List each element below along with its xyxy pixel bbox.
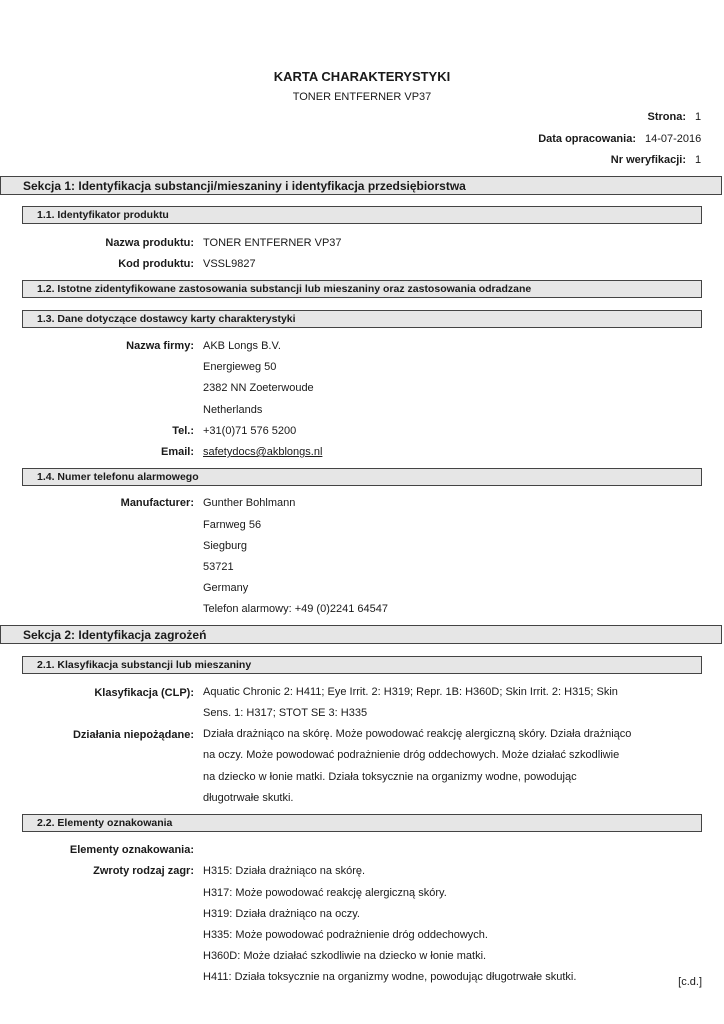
company-name-label: Nazwa firmy: bbox=[126, 340, 194, 352]
subsection-2-1-header: 2.1. Klasyfikacja substancji lub mieszaniny bbox=[22, 656, 702, 674]
continued-marker: [c.d.] bbox=[678, 976, 702, 988]
subsection-2-2-header: 2.2. Elementy oznakowania bbox=[22, 814, 702, 832]
document-title: KARTA CHARAKTERYSTYKI bbox=[273, 69, 451, 84]
page-value: 1 bbox=[695, 111, 702, 123]
email-label: Email: bbox=[160, 446, 194, 458]
label-elements-label: Elementy oznakowania: bbox=[69, 844, 194, 856]
adverse-effects-value: Działa drażniąco na skórę. Może powodować reakcję alergiczną skóry. Działa drażniąco na oczy. Może powodować podrażnienie dróg oddechowych. Może działać szkodliwie na dziecko w łonie matki. Działa toksycznie na organizmy wodne, powodując długotrwałe skutki. bbox=[203, 728, 632, 805]
subsection-1-3-header: 1.3. Dane dotyczące dostawcy karty charakterystyki bbox=[22, 310, 702, 328]
manufacturer-line: Gunther Bohlmann bbox=[203, 497, 296, 509]
hazard-phrase: H360D: Może działać szkodliwie na dziecko w łonie matki. bbox=[203, 950, 487, 962]
product-name-value: TONER ENTFERNER VP37 bbox=[203, 237, 342, 249]
subsection-1-4-header: 1.4. Numer telefonu alarmowego bbox=[22, 468, 702, 486]
manufacturer-line: Germany bbox=[203, 582, 249, 594]
manufacturer-label: Manufacturer: bbox=[120, 497, 194, 509]
classification-label: Klasyfikacja (CLP): bbox=[94, 687, 194, 699]
manufacturer-line: 53721 bbox=[203, 561, 234, 573]
section-1-header: Sekcja 1: Identyfikacja substancji/mieszaniny i identyfikacja przedsiębiorstwa bbox=[0, 176, 722, 195]
hazard-phrase: H317: Może powodować reakcję alergiczną skóry. bbox=[203, 887, 447, 899]
product-subtitle: TONER ENTFERNER VP37 bbox=[292, 91, 432, 103]
hazard-phrases-label: Zwroty rodzaj zagr: bbox=[93, 865, 194, 877]
company-line: AKB Longs B.V. bbox=[203, 340, 281, 352]
product-code-value: VSSL9827 bbox=[203, 258, 256, 270]
hazard-phrase: H315: Działa drażniąco na skórę. bbox=[203, 865, 366, 877]
email-link[interactable]: safetydocs@akblongs.nl bbox=[203, 446, 323, 458]
date-label: Data opracowania: bbox=[538, 133, 636, 145]
hazard-phrase: H411: Działa toksycznie na organizmy wodne, powodując długotrwałe skutki. bbox=[203, 971, 577, 983]
product-code-label: Kod produktu: bbox=[118, 258, 194, 270]
manufacturer-line: Siegburg bbox=[203, 540, 248, 552]
company-line: Energieweg 50 bbox=[203, 361, 277, 373]
subsection-1-1-header: 1.1. Identyfikator produktu bbox=[22, 206, 702, 224]
company-line: 2382 NN Zoeterwoude bbox=[203, 382, 314, 394]
classification-value: Aquatic Chronic 2: H411; Eye Irrit. 2: H319; Repr. 1B: H360D; Skin Irrit. 2: H315; Skin Sens. 1: H317; STOT SE 3: H335 bbox=[203, 686, 618, 720]
manufacturer-line: Farnweg 56 bbox=[203, 519, 262, 531]
revision-value: 1 bbox=[695, 154, 702, 166]
product-name-label: Nazwa produktu: bbox=[105, 237, 194, 249]
section-2-header: Sekcja 2: Identyfikacja zagrożeń bbox=[0, 625, 722, 644]
date-value: 14-07-2016 bbox=[645, 133, 702, 145]
subsection-1-2-header: 1.2. Istotne zidentyfikowane zastosowania substancji lub mieszaniny oraz zastosowania odradzane bbox=[22, 280, 702, 298]
company-line: Netherlands bbox=[203, 404, 263, 416]
adverse-effects-label: Działania niepożądane: bbox=[72, 729, 194, 741]
emergency-phone: Telefon alarmowy: +49 (0)2241 64547 bbox=[203, 603, 388, 615]
hazard-phrase: H335: Może powodować podrażnienie dróg oddechowych. bbox=[203, 929, 488, 941]
revision-label: Nr weryfikacji: bbox=[610, 154, 686, 166]
hazard-phrase: H319: Działa drażniąco na oczy. bbox=[203, 908, 360, 920]
tel-label: Tel.: bbox=[172, 425, 194, 437]
tel-value: +31(0)71 576 5200 bbox=[203, 425, 297, 437]
page-label: Strona: bbox=[647, 111, 686, 123]
